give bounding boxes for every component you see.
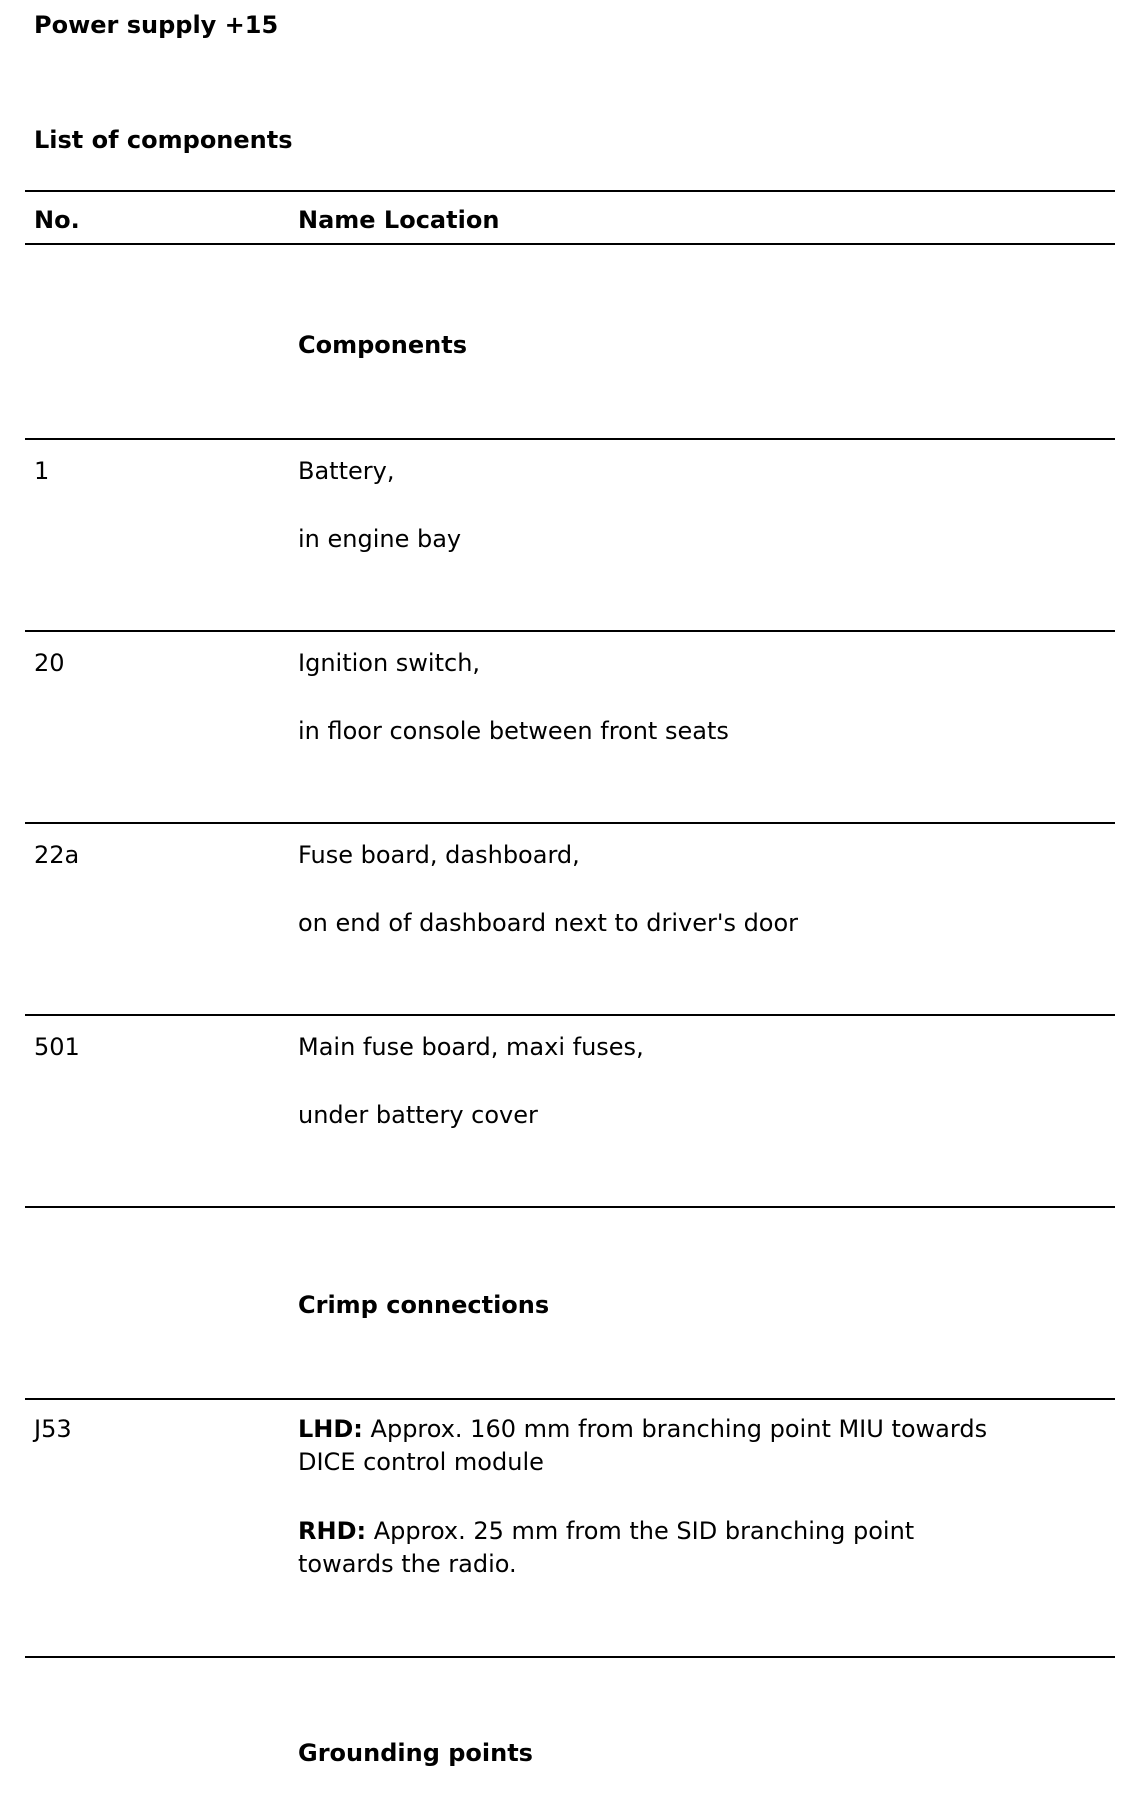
header-bottom-rule xyxy=(25,243,1115,245)
section-heading-components: Components xyxy=(298,331,467,359)
row-divider xyxy=(25,822,1115,824)
row-divider xyxy=(25,1656,1115,1658)
row-number: 1 xyxy=(34,457,50,485)
document-title: Power supply +15 xyxy=(34,11,279,39)
section-heading-crimp-connections: Crimp connections xyxy=(298,1291,550,1319)
row-divider xyxy=(25,630,1115,632)
component-name: Battery, xyxy=(298,457,395,485)
lhd-text: Approx. 160 mm from branching point MIU towards xyxy=(362,1415,988,1443)
component-location: on end of dashboard next to driver's door xyxy=(298,909,799,937)
row-number: 20 xyxy=(34,649,65,677)
row-divider xyxy=(25,438,1115,440)
row-number: 22a xyxy=(34,841,80,869)
row-divider xyxy=(25,1398,1115,1400)
crimp-lhd-line-2: DICE control module xyxy=(298,1448,544,1476)
header-top-rule xyxy=(25,190,1115,192)
row-divider xyxy=(25,1014,1115,1016)
rhd-text: Approx. 25 mm from the SID branching point xyxy=(366,1517,915,1545)
rhd-label: RHD: xyxy=(298,1517,367,1545)
row-divider xyxy=(25,1206,1115,1208)
component-location: in engine bay xyxy=(298,525,462,553)
component-location: in floor console between front seats xyxy=(298,717,729,745)
crimp-lhd-line-1 xyxy=(298,1414,987,1444)
component-name: Main fuse board, maxi fuses, xyxy=(298,1033,644,1061)
column-header-name-location: Name Location xyxy=(298,206,500,234)
row-number: 501 xyxy=(34,1033,80,1061)
component-name: Fuse board, dashboard, xyxy=(298,841,580,869)
row-number: J53 xyxy=(34,1415,72,1443)
lhd-label: LHD: xyxy=(298,1415,363,1443)
component-name: Ignition switch, xyxy=(298,649,481,677)
crimp-rhd-line-2: towards the radio. xyxy=(298,1550,517,1578)
crimp-rhd-line-1 xyxy=(298,1516,914,1546)
list-heading: List of components xyxy=(34,126,293,154)
section-heading-grounding-points: Grounding points xyxy=(298,1739,533,1767)
column-header-no: No. xyxy=(34,206,80,234)
component-location: under battery cover xyxy=(298,1101,538,1129)
